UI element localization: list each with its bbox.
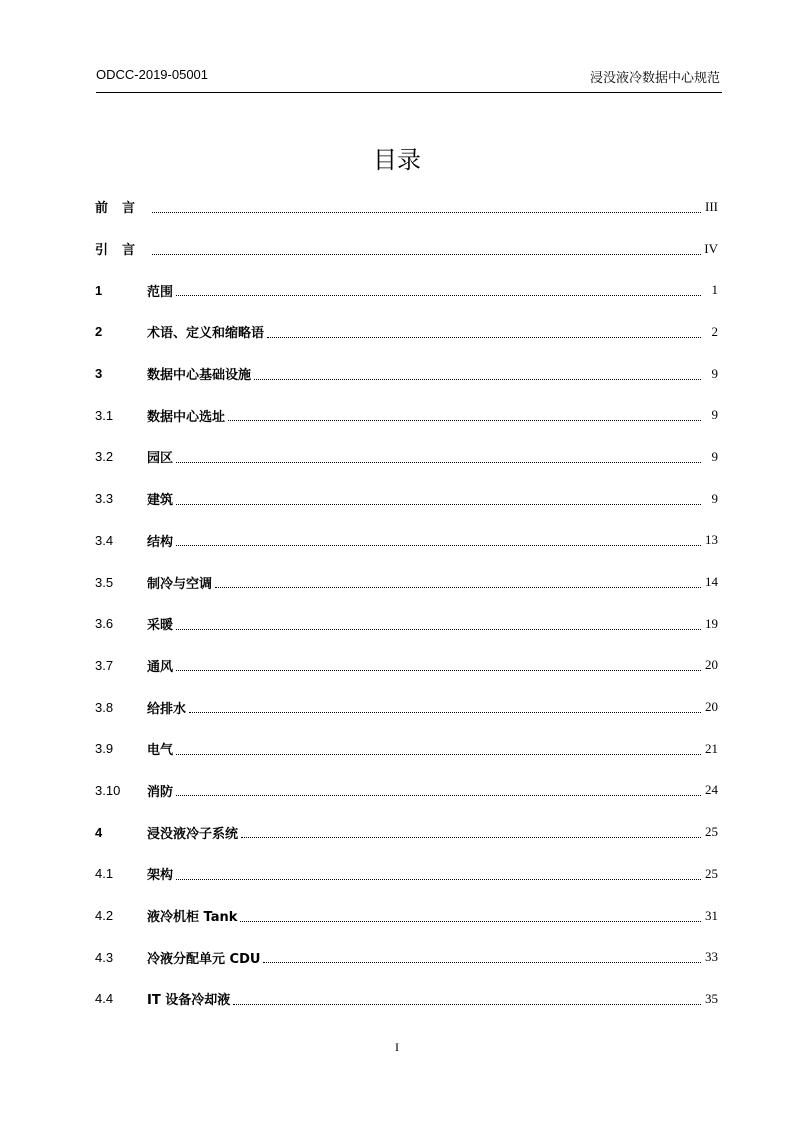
toc-entry[interactable] xyxy=(95,978,718,1020)
toc-entry-page: 33 xyxy=(705,949,718,965)
toc-dot-leader xyxy=(215,586,701,588)
toc-entry-title: 引言 xyxy=(95,243,150,259)
toc-entry-number: 4.4 xyxy=(95,991,114,1007)
toc-entry-number: 4.1 xyxy=(95,866,114,882)
toc-entry-title: 冷液分配单元 CDU xyxy=(147,951,261,967)
toc-entry-number: 3.8 xyxy=(95,699,114,715)
toc-entry[interactable] xyxy=(95,269,718,311)
toc-entry[interactable] xyxy=(95,520,718,562)
toc-entry-title: 给排水 xyxy=(147,701,187,717)
toc-dot-leader xyxy=(152,253,701,255)
toc-dot-leader xyxy=(254,378,701,380)
toc-entry[interactable] xyxy=(95,811,718,853)
page-number: I xyxy=(395,1040,399,1054)
toc-entry[interactable] xyxy=(95,311,718,353)
toc-entry[interactable] xyxy=(95,936,718,978)
toc-dot-leader xyxy=(176,461,701,463)
toc-entry-title: 数据中心基础设施 xyxy=(147,368,252,384)
toc-entry[interactable] xyxy=(95,353,718,395)
toc-entry-title: 电气 xyxy=(147,743,174,759)
toc-entry-page: 25 xyxy=(705,865,718,881)
toc-dot-leader xyxy=(152,211,701,213)
toc-dot-leader xyxy=(176,794,701,796)
toc-entry-page: 9 xyxy=(711,448,718,464)
toc-entry-page: 21 xyxy=(705,740,718,756)
toc-entry-page: 25 xyxy=(705,824,718,840)
toc-entry-number: 3.6 xyxy=(95,616,114,632)
toc-entry-number: 3.7 xyxy=(95,657,114,673)
toc-entry[interactable] xyxy=(95,603,718,645)
toc-entry[interactable] xyxy=(95,686,718,728)
toc-dot-leader xyxy=(233,1003,701,1005)
toc-entry-title: 前言 xyxy=(95,201,150,217)
toc-entry[interactable] xyxy=(95,853,718,895)
toc-entry-title: 通风 xyxy=(147,659,174,675)
toc-entry[interactable] xyxy=(95,186,718,228)
toc-entry-number: 3.1 xyxy=(95,407,114,423)
toc-dot-leader xyxy=(241,836,701,838)
toc-entry[interactable] xyxy=(95,436,718,478)
toc-dot-leader xyxy=(267,336,701,338)
toc-entry-title: 浸没液冷子系统 xyxy=(147,826,239,842)
toc-entry-title: 采暖 xyxy=(147,618,174,634)
toc-entry-page: 24 xyxy=(705,782,718,798)
toc-entry-number: 1 xyxy=(95,282,103,298)
toc-dot-leader xyxy=(176,503,701,505)
toc-entry-title: 术语、定义和缩略语 xyxy=(147,326,265,342)
toc-entry[interactable] xyxy=(95,394,718,436)
toc-entry-title: IT 设备冷却液 xyxy=(147,993,231,1009)
toc-dot-leader xyxy=(189,711,701,713)
toc-entry-number: 4.3 xyxy=(95,949,114,965)
toc-entry-page: 2 xyxy=(711,323,718,339)
toc-entry-page: 20 xyxy=(705,657,718,673)
toc-entry-title: 液冷机柜 Tank xyxy=(147,910,238,926)
toc-dot-leader xyxy=(176,628,701,630)
toc-entry-page: 31 xyxy=(705,907,718,923)
toc-entry-title: 制冷与空调 xyxy=(147,576,213,592)
toc-entry[interactable] xyxy=(95,728,718,770)
toc-entry-number: 3.10 xyxy=(95,782,121,798)
toc-entry-title: 消防 xyxy=(147,784,174,800)
toc-dot-leader xyxy=(176,544,701,546)
toc-entry-title: 范围 xyxy=(147,284,174,300)
toc-entry-number: 2 xyxy=(95,324,103,340)
toc-entry-page: IV xyxy=(704,240,718,256)
toc-entry-number: 3 xyxy=(95,366,103,382)
toc-entry-page: 14 xyxy=(705,574,718,590)
toc-entry-number: 4.2 xyxy=(95,908,114,924)
toc-entry-page: III xyxy=(705,198,718,214)
document-title: 浸没液冷数据中心规范 xyxy=(589,71,720,86)
toc-entry-page: 9 xyxy=(711,365,718,381)
toc-entry[interactable] xyxy=(95,228,718,270)
toc-entry[interactable] xyxy=(95,645,718,687)
toc-dot-leader xyxy=(176,669,701,671)
page-header xyxy=(96,66,722,93)
toc-entry-title: 园区 xyxy=(147,451,174,467)
toc-entry-page: 9 xyxy=(711,490,718,506)
toc-entry-page: 9 xyxy=(711,407,718,423)
toc-entry-number: 3.2 xyxy=(95,449,114,465)
toc-entry-number: 4 xyxy=(95,824,103,840)
toc-dot-leader xyxy=(176,878,701,880)
table-of-contents xyxy=(95,186,718,1020)
toc-dot-leader xyxy=(263,961,701,963)
toc-entry-title: 结构 xyxy=(147,534,174,550)
toc-entry[interactable] xyxy=(95,561,718,603)
toc-entry-number: 3.3 xyxy=(95,491,114,507)
toc-entry-title: 架构 xyxy=(147,868,174,884)
toc-entry-number: 3.5 xyxy=(95,574,114,590)
toc-entry[interactable] xyxy=(95,895,718,937)
toc-entry-number: 3.4 xyxy=(95,532,114,548)
toc-entry-page: 35 xyxy=(705,990,718,1006)
toc-entry-page: 20 xyxy=(705,699,718,715)
toc-entry[interactable] xyxy=(95,770,718,812)
toc-entry-page: 1 xyxy=(711,282,718,298)
toc-entry-page: 13 xyxy=(705,532,718,548)
toc-entry-page: 19 xyxy=(705,615,718,631)
toc-entry[interactable] xyxy=(95,478,718,520)
toc-dot-leader xyxy=(176,753,701,755)
toc-entry-title: 数据中心选址 xyxy=(147,409,226,425)
document-id: ODCC-2019-05001 xyxy=(96,67,209,82)
toc-entry-title: 建筑 xyxy=(147,493,174,509)
toc-dot-leader xyxy=(176,294,701,296)
toc-dot-leader xyxy=(228,419,701,421)
toc-title: 目录 xyxy=(373,146,421,174)
toc-dot-leader xyxy=(240,920,701,922)
toc-entry-number: 3.9 xyxy=(95,741,114,757)
